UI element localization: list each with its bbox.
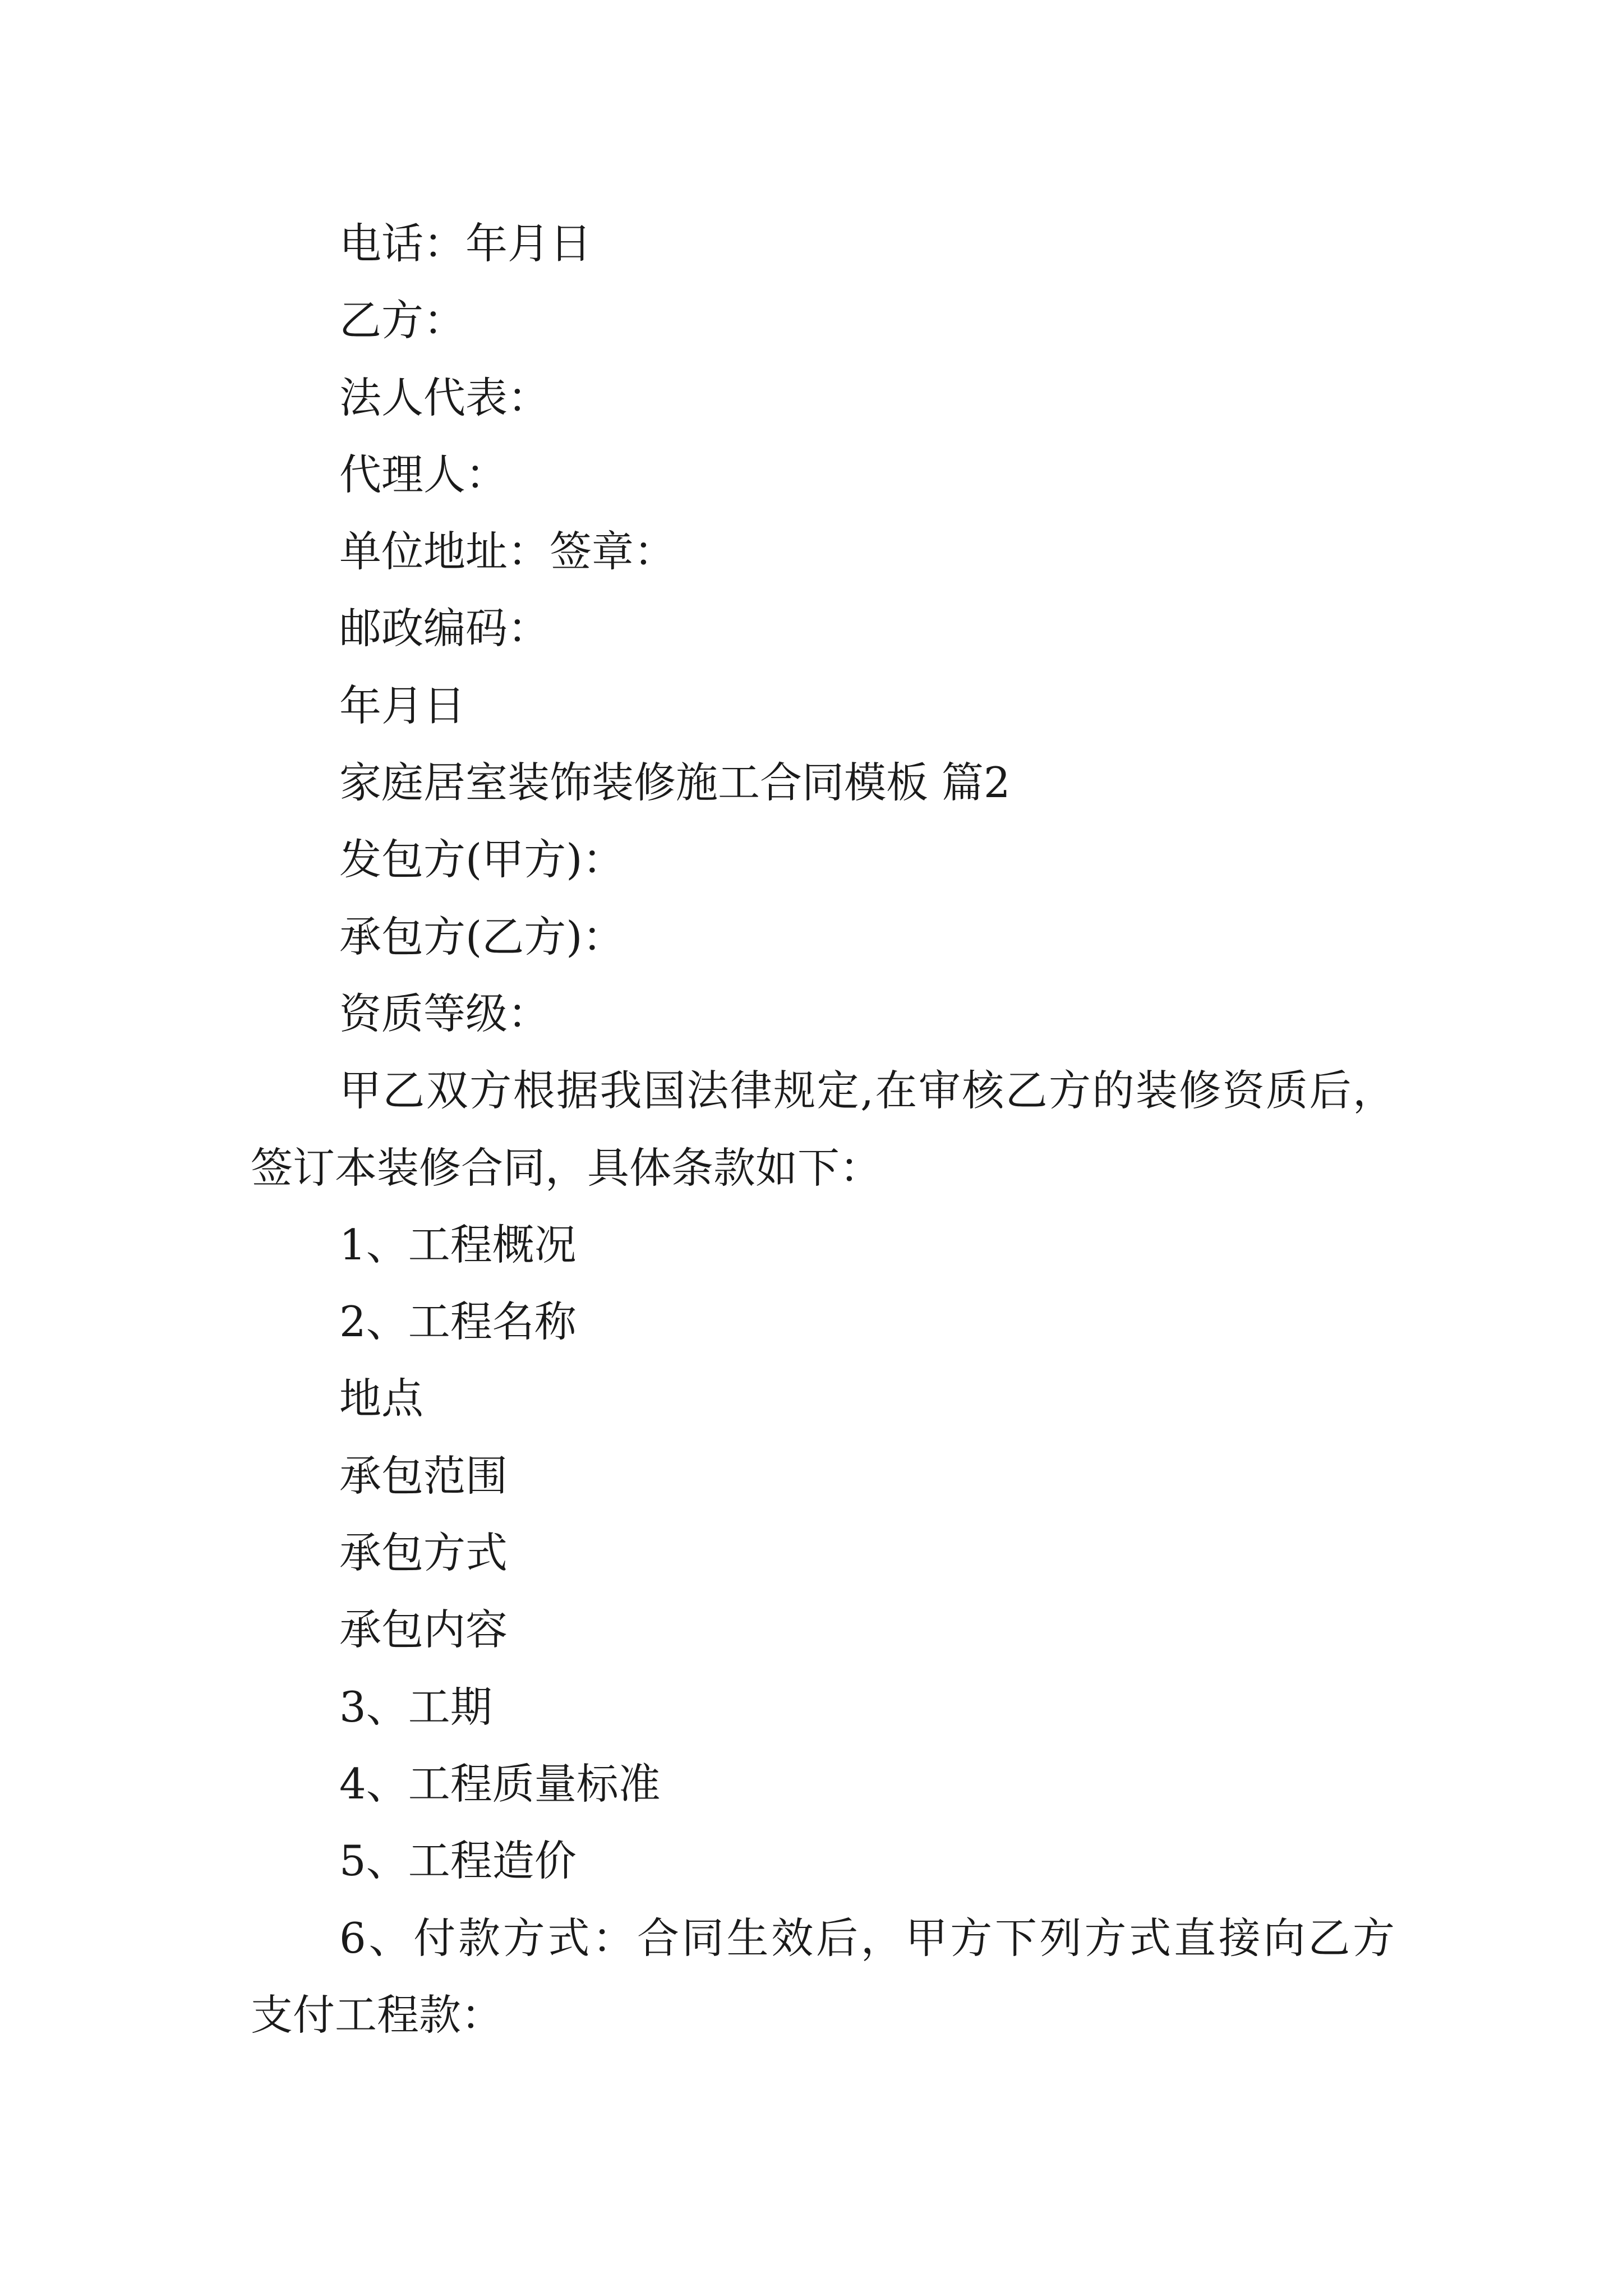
clause-5-heading: 5、工程造价	[339, 1836, 577, 1886]
party-b-label: 乙方：	[339, 296, 466, 346]
employer-label: 发包方(甲方)：	[339, 835, 625, 885]
intro-paragraph-line-2: 签订本装修合同，具体条款如下：	[251, 1143, 882, 1193]
address-signature-line: 单位地址：签章：	[339, 527, 676, 577]
legal-representative-label: 法人代表：	[339, 372, 550, 422]
location-item: 地点	[339, 1374, 424, 1424]
postal-code-label: 邮政编码：	[339, 604, 550, 654]
intro-paragraph	[251, 1052, 1395, 1207]
intro-paragraph-line-1: 甲乙双方根据我国法律规定,在审核乙方的装修资质后，	[339, 1066, 1395, 1116]
date-line: 年月日	[339, 680, 466, 730]
clause-6-line-2: 支付工程款：	[251, 1990, 504, 2040]
clause-1-heading: 1、工程概况	[339, 1220, 577, 1269]
phone-date-line: 电话：年月日	[339, 219, 592, 268]
content-item: 承包内容	[339, 1605, 508, 1655]
qualification-label: 资质等级：	[339, 988, 550, 1038]
agent-label: 代理人：	[339, 449, 508, 499]
clause-6-paragraph	[251, 1900, 1395, 2054]
clause-2-heading: 2、工程名称	[339, 1297, 577, 1347]
clause-4-heading: 4、工程质量标准	[339, 1759, 661, 1809]
clause-6-line-1: 6、付款方式：合同生效后，甲方下列方式直接向乙方	[339, 1913, 1395, 1963]
scope-item: 承包范围	[339, 1451, 508, 1501]
contractor-label: 承包方(乙方)：	[339, 912, 625, 961]
section-title: 家庭居室装饰装修施工合同模板 篇2	[339, 758, 1011, 808]
document-body	[251, 205, 1395, 2054]
clause-3-heading: 3、工期	[339, 1682, 492, 1732]
method-item: 承包方式	[339, 1528, 508, 1578]
